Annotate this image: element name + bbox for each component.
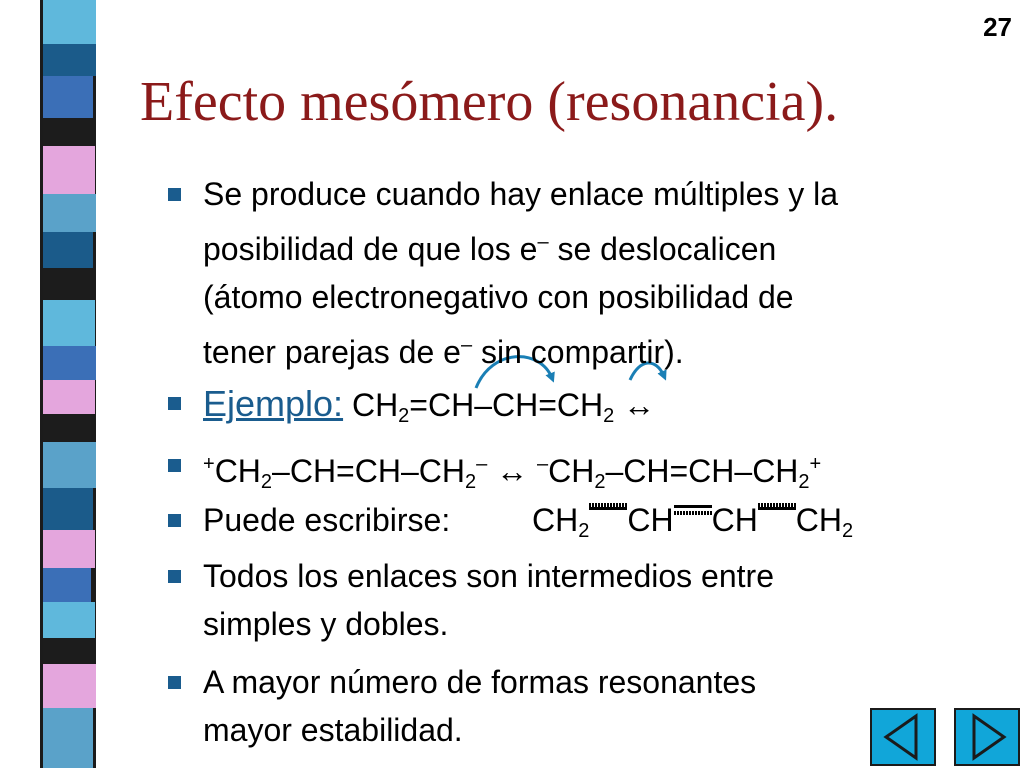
bullet-marker [168, 570, 181, 583]
bullet-item: Se produce cuando hay enlace múltiples y la posibilidad de que los e– se deslocalicen (átomo electronegativo con posibilidad de tener parejas de e– sin compartir). [203, 176, 839, 370]
partial-double-bond [674, 503, 712, 523]
bullet-item: Todos los enlaces son intermedios entre simples y dobles. [203, 558, 774, 642]
prev-triangle-icon [872, 710, 934, 764]
bullet-item: Ejemplo: $CH_2=CH-CH=CH_2$ ↔ [203, 383, 656, 427]
partial-double-bond [589, 503, 627, 523]
bullet-marker [168, 676, 181, 689]
bullet-marker [168, 459, 181, 472]
partial-double-bond [758, 503, 796, 523]
prev-slide-button[interactable] [870, 708, 936, 766]
bullet-marker [168, 514, 181, 527]
slide-number: 27 [983, 12, 1012, 42]
bullet-item: A mayor número de formas resonantes mayor estabilidad. [203, 664, 757, 748]
bullet-marker [168, 397, 181, 410]
next-slide-button[interactable] [954, 708, 1020, 766]
bullet-item: $^+CH_2-CH=CH-CH_2^-$ ↔ $^-CH_2-CH=CH-CH_2^+$ [203, 453, 822, 493]
ejemplo-link[interactable]: Ejemplo: [203, 383, 344, 424]
slide-title: Efecto mesómero (resonancia). [140, 71, 839, 133]
bullet-marker [168, 188, 181, 201]
bullet-item: Puede escribirse: $CH_2$ CH CH $CH_2$ [203, 502, 854, 542]
decorative-stripe [0, 0, 110, 768]
next-triangle-icon [956, 710, 1018, 764]
